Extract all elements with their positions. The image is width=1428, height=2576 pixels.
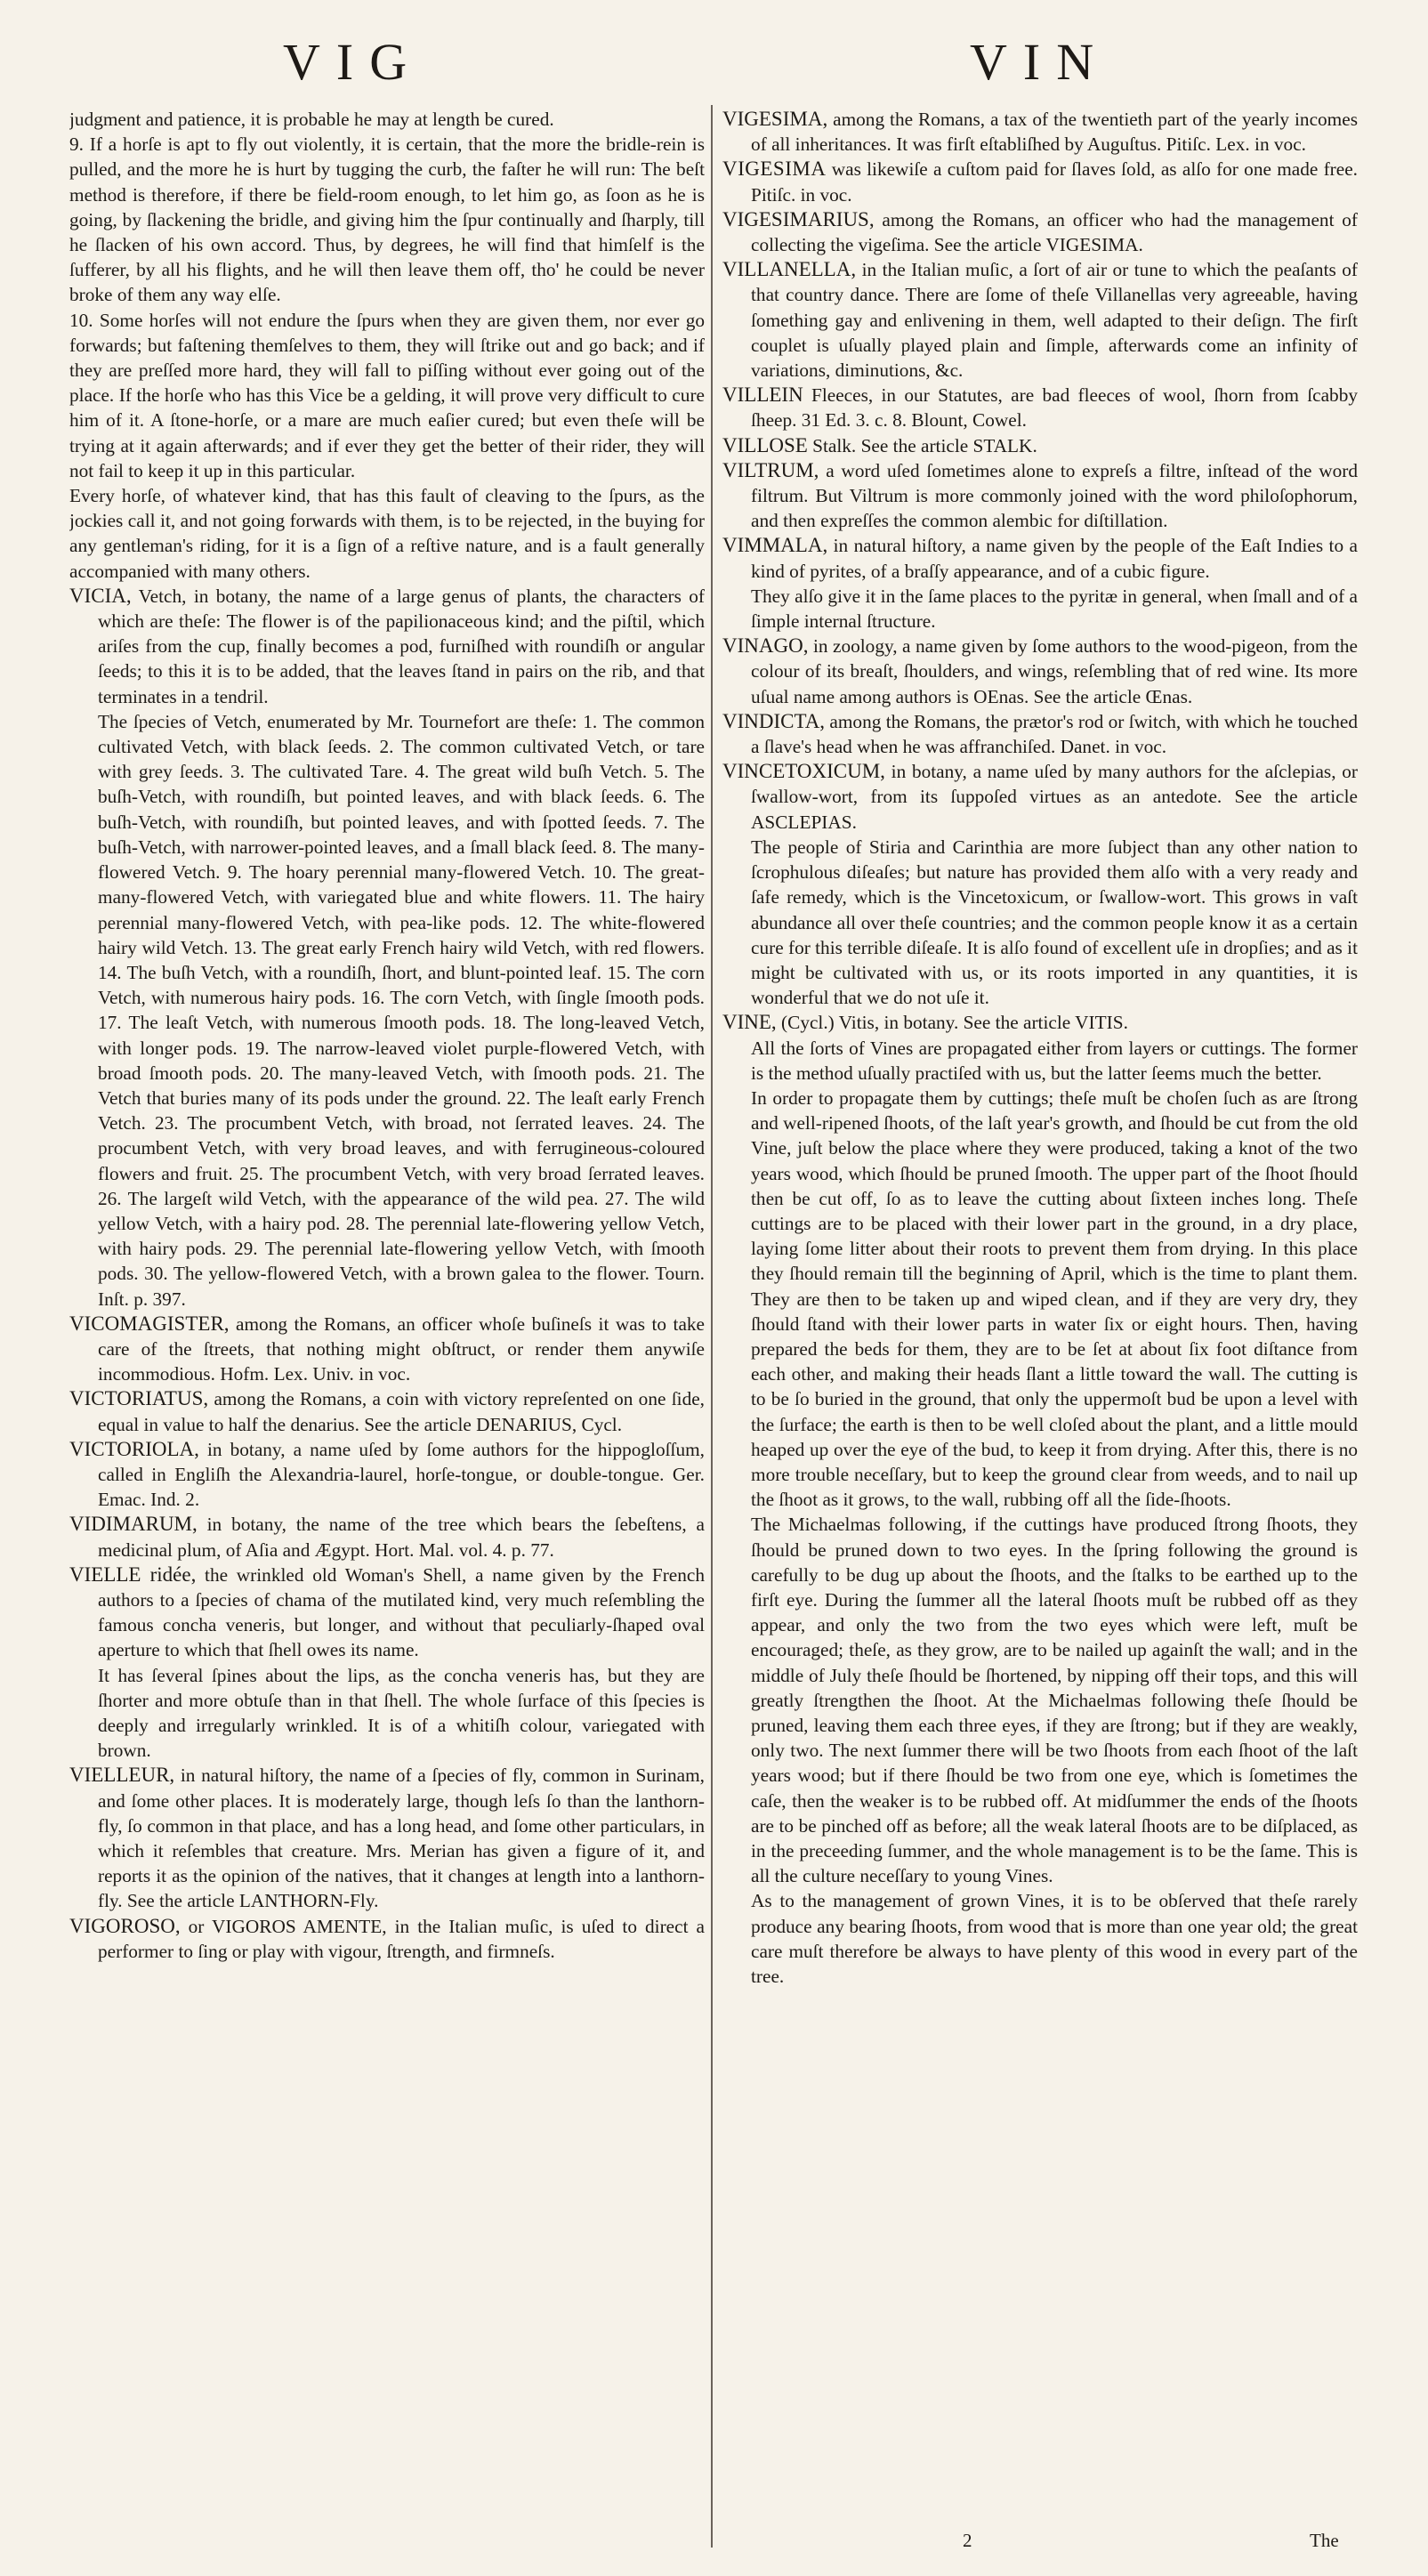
page-number: 2 (963, 2530, 972, 2551)
paragraph: The people of Stiria and Carinthia are more ſubject than any other nation to ſcrophulous diſeaſes; but nature has provided them alſo with a very ready and ſafe remedy, which is the Vincetoxicum, or ſwallow-wort. This grows in vaſt abundance all over theſe countries; and the common people know it as a certain cure for this terrible diſeaſe. It is alſo found of excellent uſe in dropſies; and as it might be cultivated with us, or its roots imported in any quantities, it is wonderful that we do not uſe it. (751, 836, 1358, 1009)
entry-text: Vetch, in botany, the name of a large genus of plants, the characters of which are theſe: The flower is of the papilionaceous kind; and the piſtil, which ariſes from the cup, finally becomes a pod, furniſhed with roundiſh or angular ſeeds; to this it is to be added, that the leaves ſtand in pairs on the rib, and that terminates in a tendril. (98, 585, 705, 707)
entry-villanella (722, 257, 1358, 383)
entry-term: VICTORIATUS, (69, 1387, 209, 1410)
paragraph: All the ſorts of Vines are propagated either from layers or cuttings. The former is the method uſually practiſed with us, but the latter ſeems much the better. (751, 1037, 1358, 1084)
entry-vicomagister (69, 1312, 705, 1387)
entry-text: in zoology, a name given by ſome authors to the wood-pigeon, from the colour of its breaſt, ſhoulders, and wings, reſembling that of red wine. Its more uſual name among authors is OEnas. See the article Œnas. (751, 635, 1358, 707)
entry-text: in botany, a name uſed by ſome authors for the hippogloſſum, called in Engliſh the Alexandria-laurel, horſe-tongue, or double-tongue. Ger. Emac. Ind. 2. (98, 1438, 705, 1511)
entry-vimmala (722, 533, 1358, 583)
entry-text: in natural hiſtory, a name given by the people of the Eaſt Indies to a kind of pyrites, of a braſſy appearance, and of a cubic figure. (751, 535, 1358, 582)
entry-term: VILLOSE (722, 433, 808, 456)
entry-vicia (69, 584, 705, 709)
entry-text: was likewiſe a cuſtom paid for ſlaves ſold, as alſo for one made free. Pitiſc. in voc. (751, 158, 1358, 206)
paragraph: The ſpecies of Vetch, enumerated by Mr. Tournefort are theſe: 1. The common cultivated Vetch, with black ſeeds. 2. The common cultivated Vetch, or tare with grey ſeeds. 3. The cultivated Tare. 4. The great wild buſh Vetch. 5. The buſh-Vetch, with roundiſh, but pointed leaves, and with black ſeeds. 6. The buſh-Vetch, with roundiſh, but pointed leaves, and with ſpotted ſeeds. 7. The buſh-Vetch, with narrower-pointed leaves, and a ſmall black ſeed. 8. The many-flowered Vetch. 9. The hoary perennial many-flowered Vetch. 10. The great-many-flowered Vetch, with variegated blue and white flowers. 11. The hairy perennial many-flowered Vetch, with pea-like pods. 12. The white-flowered hairy wild Vetch. 13. The great early French hairy wild Vetch, with red flowers. 14. The buſh Vetch, with a roundiſh, ſhort, and blunt-pointed leaf. 15. The corn Vetch, with numerous hairy pods. 16. The corn Vetch, with ſingle ſmooth pods. 17. The leaſt Vetch, with numerous ſmooth pods. 18. The long-leaved Vetch, with longer pods. 19. The narrow-leaved violet purple-flowered Vetch, with broad ſmooth pods. 20. The many-leaved Vetch, with ſmooth pods. 21. The Vetch that buries many of its pods under the ground. 22. The leaſt early French Vetch. 23. The procumbent Vetch, with broad, not ſerrated leaves. 24. The procumbent Vetch, with very broad leaves, and with ferrugineous-coloured flowers and fruit. 25. The procumbent Vetch, with very broad ſerrated leaves. 26. The largeſt wild Vetch, with the appearance of the wild pea. 27. The wild yellow Vetch, with a hairy pod. 28. The perennial late-flowering yellow Vetch, with hairy pods. 29. The perennial late-flowering yellow Vetch, with ſmooth pods. 30. The yellow-flowered Vetch, with a brown galea to the flower. Tourn. Inſt. p. 397. (98, 710, 705, 1310)
entry-term: VIELLEUR, (69, 1764, 175, 1787)
entry-text: among the Romans, a coin with victory repreſented on one ſide, equal in value to half the denarius. See the article DENARIUS, Cycl. (98, 1388, 705, 1435)
entry-text: Stalk. See the article STALK. (812, 434, 1037, 456)
entry-text: in the Italian muſic, a ſort of air or tune to which the peaſants of that country dance. There are ſome of theſe Villanellas very agreeable, having ſomething gay and enlivening in them, well adapted to their deſign. The firſt couplet is uſually played plain and ſimple, afterwards come an infinity of variations, diminutions, &c. (751, 259, 1358, 382)
paragraph: It has ſeveral ſpines about the lips, as the concha veneris has, but they are ſhorter and more obtuſe than in that ſhell. The whole ſurface of this ſpecies is deeply and irregularly wrinkled. It is of a whitiſh colour, variegated with brown. (98, 1664, 705, 1762)
entry-term: VINDICTA, (722, 709, 826, 732)
right-column (722, 107, 1358, 2545)
running-head-left: VIG (283, 33, 424, 91)
entry-vinago (722, 634, 1358, 709)
entry-text: the wrinkled old Woman's Shell, a name given by the French authors to a ſpecies of chama of the mutilated kind, very much reſembling the famous concha veneris, but longer, and without that peculiarly-ſhaped oval aperture to which that ſhell owes its name. (98, 1563, 705, 1661)
entry-term: VIMMALA, (722, 534, 828, 557)
paragraph: They alſo give it in the ſame places to the pyritæ in general, when ſmall and of a ſimple internal ſtructure. (751, 585, 1358, 633)
entry-term: VICOMAGISTER, (69, 1312, 230, 1335)
entry-term: VILTRUM, (722, 458, 819, 481)
catchword: The (1310, 2530, 1339, 2551)
entry-term: VILLANELLA, (722, 258, 857, 281)
entry-text: or VIGOROS AMENTE, in the Italian muſic, is uſed to direct a performer to ſing or play with vigour, ſtrength, and firmneſs. (98, 1915, 705, 1962)
entry-term: VIDIMARUM, (69, 1513, 198, 1536)
entry-vigesima-2 (722, 157, 1358, 206)
entry-term: VINE, (722, 1011, 777, 1034)
paragraph: As to the management of grown Vines, it is to be obſerved that theſe rarely produce any bearing ſhoots, from wood that is more than one year old; the great care muſt therefore be always to have plenty of this wood in every part of the tree. (751, 1890, 1358, 1988)
entry-text: among the Romans, an officer whoſe buſineſs it was to take care of the ſtreets, that nothing might obſtruct, or render them anywiſe incommodious. Hofm. Lex. Univ. in voc. (98, 1312, 705, 1385)
entry-viltrum (722, 458, 1358, 534)
entry-text: a word uſed ſometimes alone to expreſs a filtre, inſtead of the word filtrum. But Viltrum is more commonly joined with the word philoſophorum, and then expreſſes the common alembic for diſtillation. (751, 459, 1358, 532)
entry-term: VINAGO, (722, 634, 809, 658)
entry-term: VIGESIMA (722, 157, 827, 181)
left-column (69, 107, 705, 2545)
entry-text: Fleeces, in our Statutes, are bad fleeces of wool, ſhorn from ſcabby ſheep. 31 Ed. 3. c. 8. Blount, Cowel. (751, 384, 1358, 432)
entry-victoriola (69, 1437, 705, 1513)
paragraph: The Michaelmas following, if the cuttings have produced ſtrong ſhoots, they ſhould be pruned down to two eyes. In the ſpring following the ground is carefully to be dug up about the ſhoots, and the ſtalks to be earthed up to the firſt eye. During the ſummer all the lateral ſhoots muſt be rubbed off as they appear, and only the two from the two eyes which were left, muſt be encouraged; theſe, as they grow, are to be nailed up againſt the wall; and in the middle of July theſe ſhould be ſhortened, by nipping off their tops, and this will greatly ſtrengthen the ſhoot. At the Michaelmas following theſe ſhould be pruned, leaving them each three eyes, if they are ſtrong; but if they are weakly, only two. The next ſummer there will be two ſhoots from each ſhoot of the laſt years wood; but if there ſhould be two from one eye, which is ſometimes the caſe, then the weaker is to be rubbed off. At midſummer the ends of the ſhoots are to be pinched off as before; all the weak lateral ſhoots are to be diſplaced, as in the preceeding ſummer, and the whole management is to be the ſame. This is all the culture neceſſary to young Vines. (751, 1514, 1358, 1887)
entry-term: VIELLE ridée, (69, 1563, 197, 1586)
entry-vigesimarius (722, 207, 1358, 257)
entry-vincetoxicum (722, 759, 1358, 835)
entry-vielle (69, 1563, 705, 1663)
entry-vidimarum (69, 1512, 705, 1562)
entry-term: VICTORIOLA, (69, 1437, 199, 1460)
running-head-right: VIN (970, 33, 1110, 91)
entry-text: among the Romans, the prætor's rod or ſwitch, with which he touched a ſlave's head when he was affranchiſed. Danet. in voc. (751, 710, 1358, 758)
entry-term: VICIA, (69, 584, 132, 607)
entry-text: (Cycl.) Vitis, in botany. See the article VITIS. (781, 1012, 1128, 1034)
entry-victoriatus (69, 1386, 705, 1436)
entry-term: VIGOROSO, (69, 1914, 181, 1937)
entry-vigoroso (69, 1914, 705, 1964)
paragraph: judgment and patience, it is probable he may at length be cured. (69, 109, 554, 130)
entry-text: in botany, a name uſed by many authors for the aſclepias, or ſwallow-wort, from its ſuppoſed virtues as an antedote. See the article ASCLEPIAS. (751, 761, 1358, 833)
entry-term: VIGESIMA, (722, 108, 828, 130)
entry-vine (722, 1010, 1358, 1035)
entry-vielleur (69, 1763, 705, 1913)
entry-villose (722, 433, 1358, 458)
entry-term: VILLEIN (722, 384, 803, 407)
entry-villein (722, 383, 1358, 432)
paragraph: Every horſe, of whatever kind, that has this fault of cleaving to the ſpurs, as the jockies call it, and not going forwards with them, is to be rejected, in the buying for any gentleman's riding, for it is a ſign of a reſtive nature, and is a fault generally accompanied with many others. (69, 485, 705, 582)
column-divider (711, 105, 713, 2548)
paragraph: 10. Some horſes will not endure the ſpurs when they are given them, nor ever go forwards; but faſtening themſelves to them, they will ſtrike out and go back; and if they are preſſed more hard, they will fall to piſſing without ever going out of the place. If the horſe who has this Vice be a gelding, it will prove very difficult to cure him of it. A ſtone-horſe, or a mare are much eaſier cured; but even theſe will be trying at it again afterwards; and if ever they get the better of their rider, they will not fail to keep it up in this particular. (69, 309, 705, 481)
paragraph: 9. If a horſe is apt to fly out violently, it is certain, that the more the bridle-rein is pulled, and the more he is hurt by tugging the curb, the faſter he will run: The beſt method is therefore, if there be field-room enough, to let him go, as ſoon as he is going, by ſlackening the bridle, and giving him the ſpur continually and ſharply, till he ſlacken of his own accord. Thus, by degrees, he will find that himſelf is the ſufferer, by all his flights, and he will then leave them off, tho' he could be never broke of them any way elſe. (69, 133, 705, 306)
paragraph: In order to propagate them by cuttings; theſe muſt be choſen ſuch as are ſtrong and well-ripened ſhoots, of the laſt year's growth, and ſhould be cut from the old Vine, juſt below the place where they were produced, taking a knot of the two years wood, which ſhould be pruned ſmooth. The upper part of the ſhoot ſhould then be cut off, ſo as to leave the cutting about ſixteen inches long. Theſe cuttings are to be placed with their lower part in the ground, in a dry place, laying ſome litter about their roots to prevent them from drying. In this place they ſhould remain till the beginning of April, which is the time to plant them. They are then to be taken up and wiped clean, and if they are very dry, they ſhould ſtand with their lower parts in water ſix or eight hours. Then, having prepared the beds for them, they are to be ſet at about ſix foot diſtance from each other, and making their heads ſlant a little toward the wall. The cutting is to be ſo buried in the ground, that only the uppermoſt bud be upon a level with the ſurface; the earth is then to be well cloſed about the plant, and a little mould heaped up over the eye of the bud, to keep it from drying. After this, there is no more trouble neceſſary, but to keep the ground clear from weeds, and to nail up the ſhoot as it grows, to the wall, rubbing off all the ſide-ſhoots. (751, 1086, 1358, 1511)
entry-text: in natural hiſtory, the name of a ſpecies of fly, common in Surinam, and ſome other places. It is moderately large, though leſs ſo than the lanthorn-fly, ſo common in that place, and has a long head, and ſome other particulars, in which it reſembles that creature. Mrs. Merian has given a figure of it, and reports it as the opinion of the natives, that it changes at length into a lanthorn-fly. See the article LANTHORN-Fly. (98, 1764, 705, 1912)
entry-vindicta (722, 709, 1358, 759)
entry-text: among the Romans, a tax of the twentieth part of the yearly incomes of all inheritances. It was firſt eſtabliſhed by Auguſtus. Pitiſc. Lex. in voc. (751, 109, 1358, 156)
entry-vigesima (722, 107, 1358, 157)
entry-text: among the Romans, an officer who had the management of collecting the vigeſima. See the article VIGESIMA. (751, 208, 1358, 256)
entry-term: VIGESIMARIUS, (722, 207, 875, 230)
entry-term: VINCETOXICUM, (722, 760, 885, 783)
entry-text: in botany, the name of the tree which bears the ſebeſtens, a medicinal plum, of Aſia and Ægypt. Hort. Mal. vol. 4. p. 77. (98, 1514, 705, 1561)
